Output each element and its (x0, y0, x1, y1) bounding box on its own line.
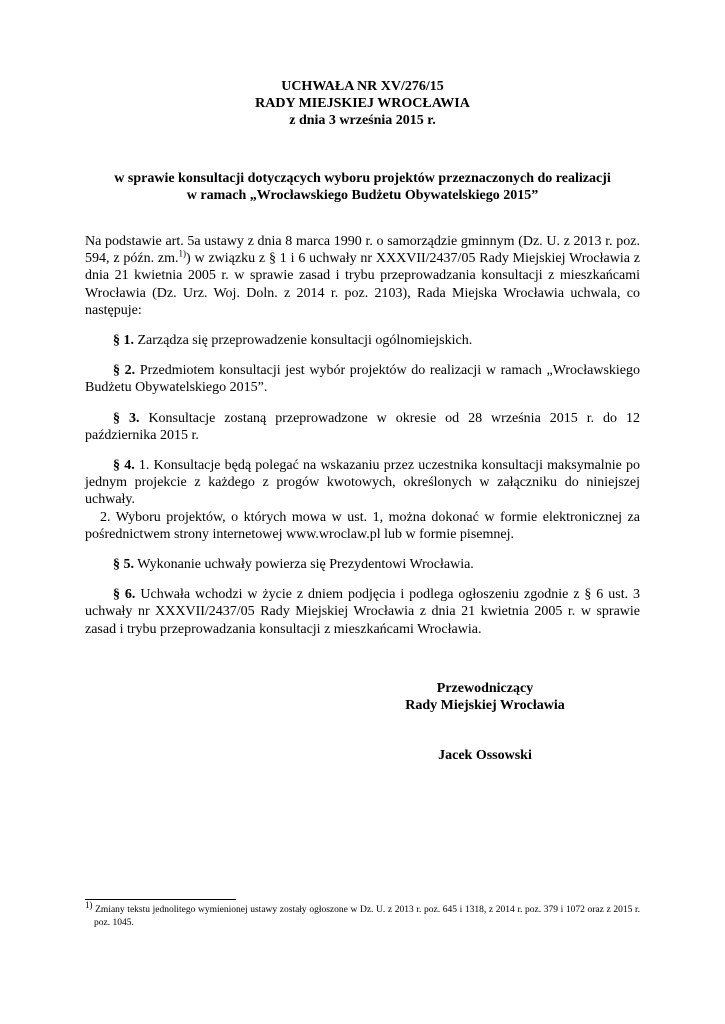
section-paragraph-2 (85, 362, 640, 396)
section-paragraph-6 (85, 586, 640, 638)
section-2-text: Przedmiotem konsultacji jest wybór projektów do realizacji w ramach „Wrocławskiego Budżetu Obywatelskiego 2015”. (85, 363, 641, 396)
council-name: RADY MIEJSKIEJ WROCŁAWIA (255, 96, 470, 111)
section-3-text: Konsultacje zostaną przeprowadzone w okresie od 28 września 2015 r. do 12 października 2015 r. (85, 410, 641, 443)
section-4-text-ust-1: 1. Konsultacje będą polegać na wskazaniu przez uczestnika konsultacji maksymalnie po jednym projekcie z każdego z progów kwotowych, określonych w załączniku do niniejszej uchwały. (85, 458, 640, 508)
footnote-area (85, 899, 640, 929)
section-1-text: Zarządza się przeprowadzenie konsultacji ogólnomiejskich. (137, 333, 473, 349)
document-subject (85, 170, 640, 204)
section-5-marker: § 5. (113, 557, 134, 573)
footnote-reference-mark: 1) (178, 248, 187, 259)
section-2-marker: § 2. (113, 363, 136, 379)
preamble-paragraph (85, 233, 640, 319)
footnote-separator-rule (85, 899, 236, 900)
document-header (85, 78, 640, 129)
section-5-text: Wykonanie uchwały powierza się Prezydentowi Wrocławia. (137, 557, 474, 573)
signature-block (370, 680, 600, 764)
preamble-text-after-ref: ) w związku z § 1 i 6 uchwały nr XXXVII/2437/05 Rady Miejskiej Wrocławia z dnia 21 kwietnia 2005 r. w sprawie zasad i trybu przeprowadzania konsultacji z mieszkańcami Wrocławia (Dz. Urz. Woj. Doln. z 2014 r. poz. 2103), Rada Miejska Wrocławia uchwala, co następuje: (85, 251, 640, 318)
section-paragraph-3 (85, 410, 640, 444)
section-paragraph-5 (85, 556, 640, 573)
section-4-text-ust-2: 2. Wyboru projektów, o których mowa w ust. 1, można dokonać w formie elektronicznej za pośrednictwem strony internetowej www.wroclaw.pl lub w formie pisemnej. (85, 509, 640, 542)
section-3-marker: § 3. (113, 410, 140, 426)
section-4-marker: § 4. (113, 458, 135, 474)
footnote-1-marker: 1) (85, 899, 93, 910)
resolution-number: UCHWAŁA NR XV/276/15 (281, 79, 444, 94)
signatory-role-line-1: Przewodniczący (436, 680, 534, 696)
footnote-1-text: Zmiany tekstu jednolitego wymienionej ustawy zostały ogłoszone w Dz. U. z 2013 r. poz. 645 i 1318, z 2014 r. poz. 379 i 1072 oraz z 2015 r. poz. 1045. (92, 905, 640, 928)
section-6-text: Uchwała wchodzi w życie z dniem podjęcia i podlega ogłoszeniu zgodnie z § 6 ust. 3 uchwały nr XXXVII/2437/05 Rady Miejskiej Wrocławia z dnia 21 kwietnia 2005 r. w sprawie zasad i trybu przeprowadzania konsultacji z mieszkańcami Wrocławia. (85, 587, 641, 637)
resolution-date: z dnia 3 września 2015 r. (289, 113, 436, 128)
subject-line-2: w ramach „Wrocławskiego Budżetu Obywatelskiego 2015” (186, 188, 539, 203)
section-paragraph-1 (85, 332, 640, 349)
section-1-marker: § 1. (113, 333, 134, 349)
footnote-1 (85, 899, 640, 929)
section-paragraph-4 (85, 457, 640, 509)
signatory-role-line-2: Rady Miejskiej Wrocławia (405, 697, 565, 713)
preamble-text-before-ref: Na podstawie art. 5a ustawy z dnia 8 marca 1990 r. o samorządzie gminnym (Dz. U. z 2013 r. poz. 594, z późn. zm. (85, 234, 640, 267)
subject-line-1: w sprawie konsultacji dotyczących wyboru projektów przeznaczonych do realizacji (114, 171, 611, 186)
section-6-marker: § 6. (113, 587, 136, 603)
signatory-name: Jacek Ossowski (438, 747, 532, 763)
